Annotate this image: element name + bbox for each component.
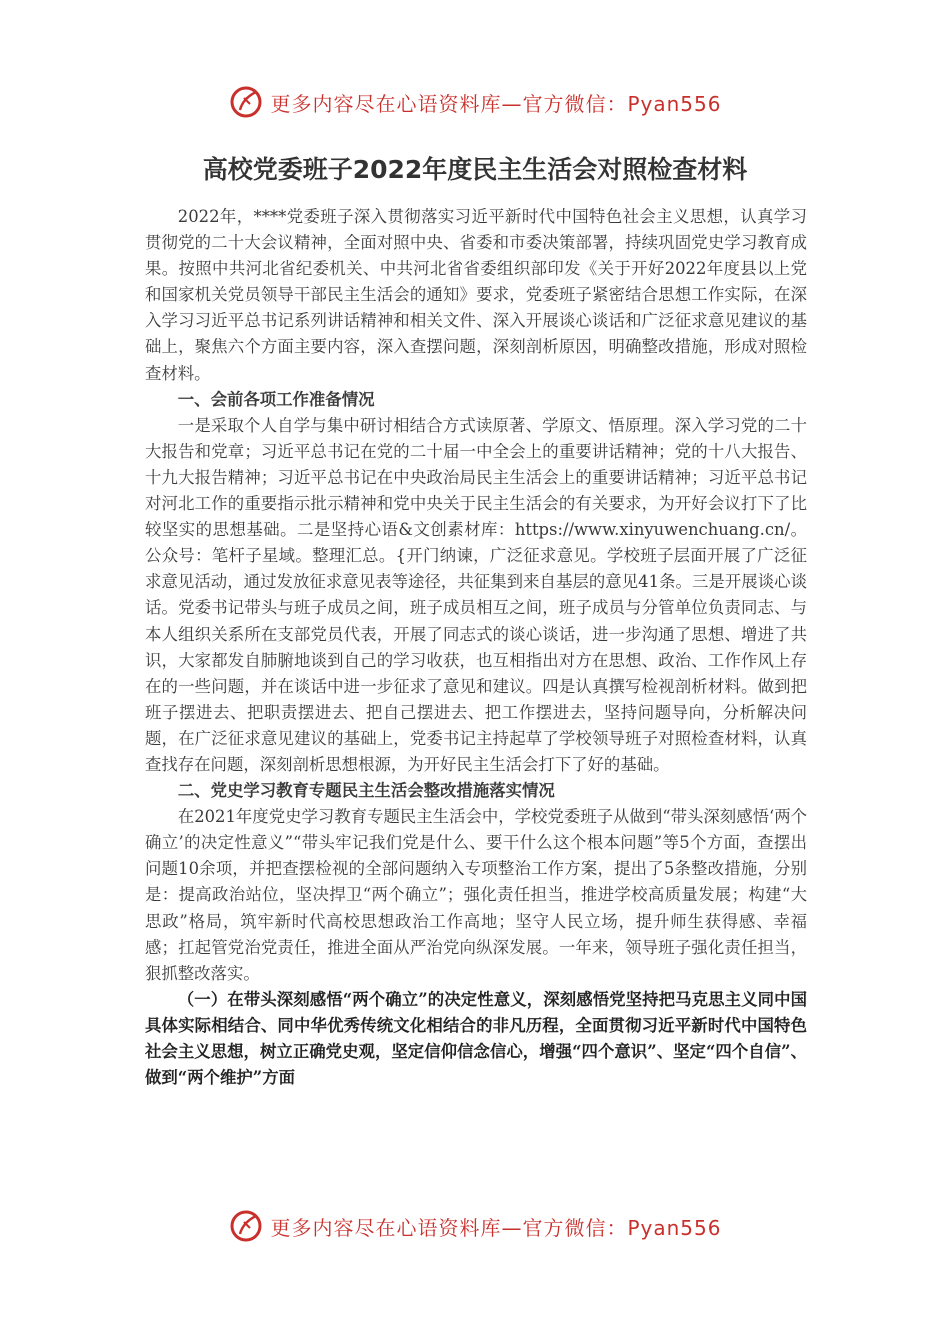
subsection-heading: （一）在带头深刻感悟“两个确立”的决定性意义，深刻感悟党坚持把马克思主义同中国具体实际相结合、同中华优秀传统文化相结合的非凡历程，全面贯彻习近平新时代中国特色社会主义思想，树立正确党史观，坚定信仰信念信心，增强“四个意识”、坚定“四个自信”、做到“两个维护”方面	[145, 989, 807, 1088]
body-paragraph: 在2021年度党史学习教育专题民主生活会中，学校党委班子从做到“带头深刻感悟‘两个确立’的决定性意义”“带头牢记我们党是什么、要干什么这个根本问题”等5个方面，查摆出问题10余项，并把查摆检视的全部问题纳入专项整治工作方案，提出了5条整改措施，分别是：提高政治站位，坚决捍卫“两个确立”；强化责任担当，推进学校高质量发展；构建“大思政”格局，筑牢新时代高校思想政治工作高地；坚守人民立场，提升师生获得感、幸福感；扛起管党治党责任，推进全面从严治党向纵深发展。一年来，领导班子强化责任担当，狠抓整改落实。	[145, 807, 807, 983]
body-paragraph: 一是采取个人自学与集中研讨相结合方式读原著、学原文、悟原理。深入学习党的二十大报告和党章；习近平总书记在党的二十届一中全会上的重要讲话精神；党的十八大报告、十九大报告精神；习近平总书记在中央政治局民主生活会上的重要讲话精神；习近平总书记对河北工作的重要指示批示精神和党中央关于民主生活会的有关要求，为开好会议打下了比较坚实的思想基础。二是坚持心语&文创素材库：https://www.xinyuwenchuang.cn/。公众号：笔杆子星域。整理汇总。{开门纳谏，广泛征求意见。学校班子层面开展了广泛征求意见活动，通过发放征求意见表等途径，共征集到来自基层的意见41条。三是开展谈心谈话。党委书记带头与班子成员之间，班子成员相互之间，班子成员与分管单位负责同志、与本人组织关系所在支部党员代表，开展了同志式的谈心谈话，进一步沟通了思想、增进了共识，大家都发自肺腑地谈到自己的学习收获，也互相指出对方在思想、政治、工作作风上存在的一些问题，并在谈话中进一步征求了意见和建议。四是认真撰写检视剖析材料。做到把班子摆进去、把职责摆进去、把自己摆进去、把工作摆进去，坚持问题导向，分析解决问题，在广泛征求意见建议的基础上，党委书记主持起草了学校领导班子对照检查材料，认真查找存在问题，深刻剖析思想根源，为开好民主生活会打下了好的基础。	[145, 415, 807, 774]
banner-text: 更多内容尽在心语资料库—官方微信：Pyan556	[270, 91, 722, 116]
section-heading-1: 一、会前各项工作准备情况	[177, 389, 375, 409]
logo-icon	[228, 84, 264, 120]
section-heading-2: 二、党史学习教育专题民主生活会整改措施落实情况	[177, 781, 555, 801]
intro-paragraph: 2022年，****党委班子深入贯彻落实习近平新时代中国特色社会主义思想，认真学习贯彻党的二十大会议精神，全面对照中央、省委和市委决策部署，持续巩固党史学习教育成果。按照中共河北省纪委机关、中共河北省省委组织部印发《关于开好2022年度县以上党和国家机关党员领导干部民主生活会的通知》要求，党委班子紧密结合思想工作实际，在深入学习习近平总书记系列讲话精神和相关文件、深入开展谈心谈话和广泛征求意见建议的基础上，聚焦六个方面主要内容，深入查摆问题，深刻剖析原因，明确整改措施，形成对照检查材料。	[145, 207, 807, 383]
header-banner	[0, 84, 950, 120]
document-title: 高校党委班子2022年度民主生活会对照检查材料	[202, 155, 748, 184]
document-body	[145, 204, 807, 1091]
footer-banner	[0, 1208, 950, 1244]
banner-text: 更多内容尽在心语资料库—官方微信：Pyan556	[270, 1215, 722, 1240]
logo-icon	[228, 1208, 264, 1244]
